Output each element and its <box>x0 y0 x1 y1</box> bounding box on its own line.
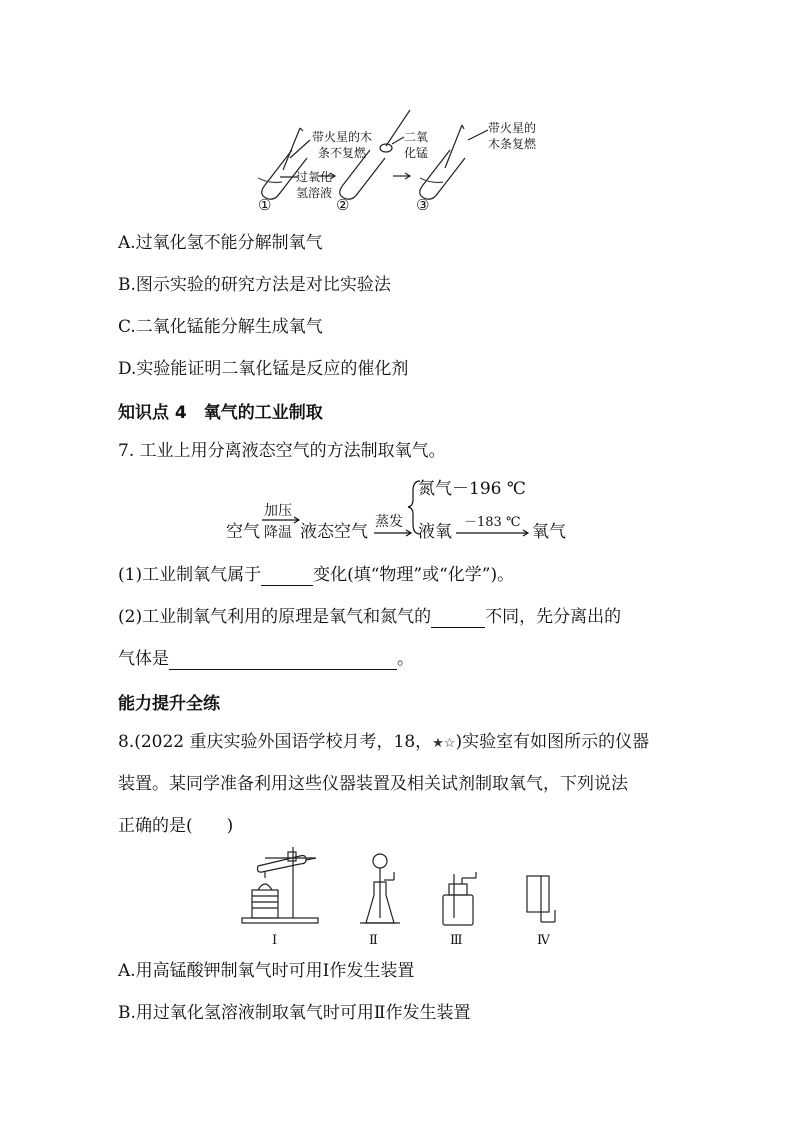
apparatus-label-4: Ⅳ <box>537 933 550 948</box>
option-d: D.实验能证明二氧化锰是反应的催化剂 <box>118 359 409 379</box>
flow-oxygen: 氧气 <box>532 522 566 542</box>
option-c: C.二氧化锰能分解生成氧气 <box>118 317 323 337</box>
label-mno2-bottom: 化锰 <box>404 146 429 160</box>
label-h2o2-top: 过氧化 <box>296 170 333 184</box>
label-right-top: 带火星的 <box>488 121 537 135</box>
option-b: B.图示实验的研究方法是对比实验法 <box>118 275 391 295</box>
tube-number-2: ② <box>336 196 350 214</box>
part-2-text-a: (2)工业制氧气利用的原理是氧气和氮气的 <box>118 607 432 627</box>
label-mno2-top: 二氧 <box>404 130 429 144</box>
q8-stem-a: )实验室有如图所示的仪器 <box>455 732 650 752</box>
difficulty-stars: ★☆ <box>432 736 456 751</box>
apparatus-label-1: Ⅰ <box>272 933 278 948</box>
q8-option-a: A.用高锰酸钾制氧气时可用Ⅰ作发生装置 <box>118 961 415 981</box>
flow-air: 空气 <box>226 522 260 542</box>
label-left-bottom: 条不复燃 <box>318 146 367 160</box>
step-pressurize: 加压 <box>264 503 292 519</box>
ability-heading: 能力提升全练 <box>118 694 220 714</box>
part-2-text-c: 气体是 <box>118 649 169 669</box>
part-1-text-b: 变化(填“物理”或“化学”)。 <box>313 565 515 585</box>
q8-source: 8.(2022 重庆实验外国语学校月考，18， <box>118 732 433 752</box>
tube-number-3: ③ <box>416 196 430 214</box>
label-right-bottom: 木条复燃 <box>488 137 537 151</box>
tube-number-1: ① <box>258 196 272 214</box>
part-1-text-a: (1)工业制氧气属于 <box>118 565 262 585</box>
part-2-text-d: 。 <box>397 649 414 669</box>
step-evaporate: 蒸发 <box>375 514 403 530</box>
question-8-line-3: 正确的是( ) <box>118 816 234 836</box>
section-heading: 知识点 4 氧气的工业制取 <box>118 403 323 423</box>
label-left-top: 带火星的木 <box>312 130 373 144</box>
apparatus-label-3: Ⅲ <box>450 933 463 948</box>
flow-liquid-air: 液态空气 <box>300 522 368 542</box>
step-temperature: －183 ℃ <box>464 515 521 530</box>
option-a: A.过氧化氢不能分解制氧气 <box>118 233 323 253</box>
question-7-stem: 7. 工业上用分离液态空气的方法制取氧气。 <box>118 441 446 461</box>
label-h2o2-bottom: 氢溶液 <box>296 186 333 200</box>
flow-nitrogen: 氮气－196 ℃ <box>418 479 526 499</box>
flow-liquid-oxygen: 液氧 <box>418 522 452 542</box>
apparatus-label-2: Ⅱ <box>369 933 378 948</box>
q8-option-b: B.用过氧化氢溶液制取氧气时可用Ⅱ作发生装置 <box>118 1003 471 1023</box>
part-2-text-b: 不同，先分离出的 <box>485 607 622 627</box>
question-8-line-2: 装置。某同学准备利用这些仪器装置及相关试剂制取氧气，下列说法 <box>118 774 628 794</box>
step-cool: 降温 <box>264 525 292 541</box>
